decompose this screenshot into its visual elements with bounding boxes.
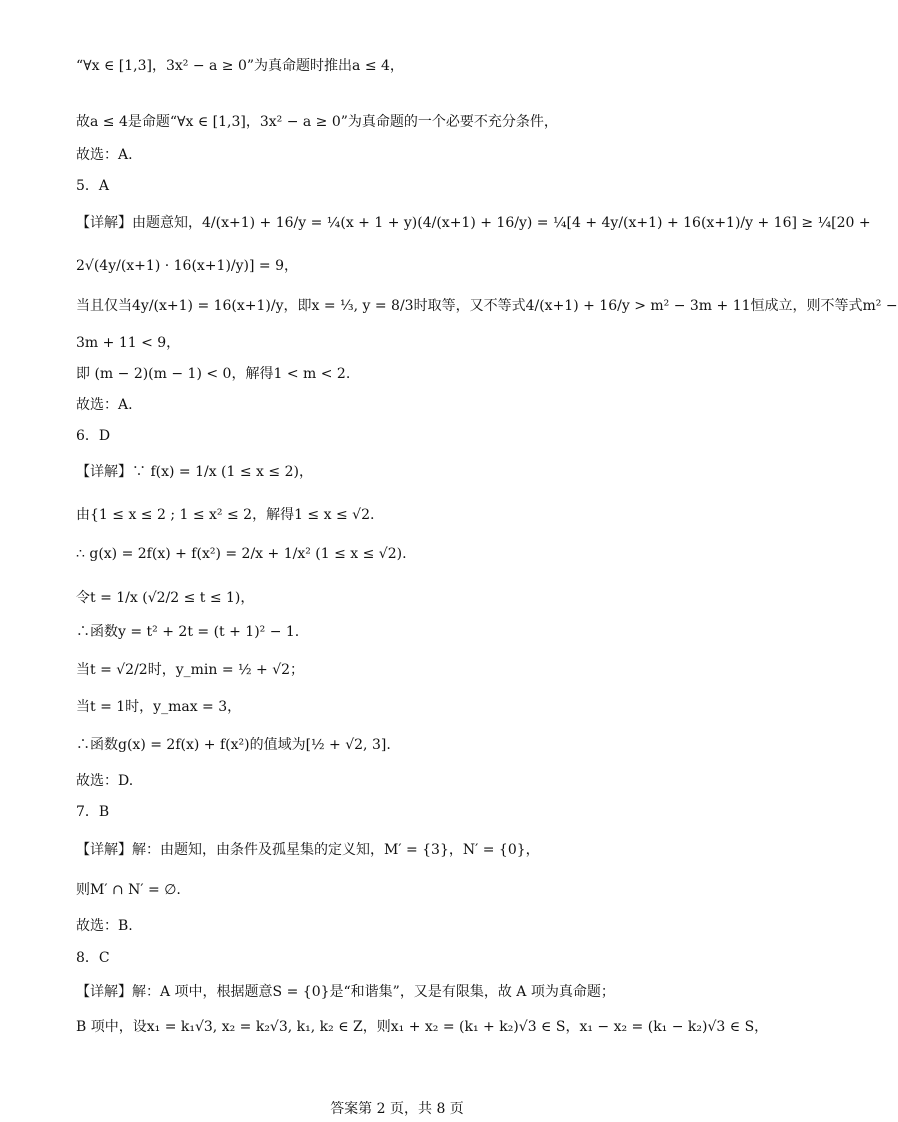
text-line: 【详解】∵ f(x) = 1/x (1 ≤ x ≤ 2)， — [76, 464, 313, 480]
text-line: 由{1 ≤ x ≤ 2 ; 1 ≤ x² ≤ 2，解得1 ≤ x ≤ √2. — [76, 507, 375, 523]
answer-heading: 6．D — [76, 428, 111, 444]
text-line: 【详解】解：A 项中，根据题意S = {0}是“和谐集”，又是有限集，故 A 项为真命题； — [76, 984, 615, 1000]
text-line: ∴函数y = t² + 2t = (t + 1)² − 1. — [76, 624, 300, 640]
text-line: 故选：D. — [76, 773, 134, 789]
text-line: 则M′ ∩ N′ = ∅. — [76, 882, 181, 898]
text-line: 当t = √2/2时，y_min = ½ + √2； — [76, 662, 305, 678]
text-line: 即 (m − 2)(m − 1) < 0，解得1 < m < 2. — [76, 366, 351, 382]
text-line: 【详解】由题意知，4/(x+1) + 16/y = ¼(x + 1 + y)(4/(x+1) + 16/y) = ¼[4 + 4y/(x+1) + 16(x+1)/y + 16] ≥ ¼[20 + — [76, 215, 871, 231]
answer-heading: 8．C — [76, 950, 110, 966]
text-line: 当t = 1时，y_max = 3， — [76, 699, 242, 715]
text-line: ∴函数g(x) = 2f(x) + f(x²)的值域为[½ + √2, 3]. — [76, 737, 391, 753]
text-line: 故选：B. — [76, 918, 133, 934]
text-line: 故选：A. — [76, 397, 133, 413]
answer-heading: 5．A — [76, 178, 110, 194]
text-line: ∴ g(x) = 2f(x) + f(x²) = 2/x + 1/x² (1 ≤ x ≤ √2). — [76, 546, 407, 562]
page-footer: 答案第 2 页，共 8 页 — [330, 1101, 464, 1117]
text-line: 3m + 11 < 9， — [76, 335, 181, 351]
text-line: 故a ≤ 4是命题“∀x ∈ [1,3]，3x² − a ≥ 0”为真命题的一个必要不充分条件， — [76, 114, 558, 130]
text-line: B 项中，设x₁ = k₁√3, x₂ = k₂√3, k₁, k₂ ∈ Z，则x₁ + x₂ = (k₁ + k₂)√3 ∈ S，x₁ − x₂ = (k₁ − k₂)√3 ∈ S， — [76, 1019, 769, 1035]
text-line: “∀x ∈ [1,3]，3x² − a ≥ 0”为真命题时推出a ≤ 4， — [76, 58, 404, 74]
answer-heading: 7．B — [76, 804, 110, 820]
text-line: 当且仅当4y/(x+1) = 16(x+1)/y，即x = ⅓, y = 8/3时取等，又不等式4/(x+1) + 16/y > m² − 3m + 11恒成立，则不等式m² − — [76, 298, 898, 314]
text-line: 【详解】解：由题知，由条件及孤星集的定义知，M′ = {3}，N′ = {0}， — [76, 842, 540, 858]
text-line: 令t = 1/x (√2/2 ≤ t ≤ 1)， — [76, 590, 255, 606]
text-line: 故选：A. — [76, 147, 133, 163]
text-line: 2√(4y/(x+1) · 16(x+1)/y)] = 9， — [76, 258, 298, 274]
